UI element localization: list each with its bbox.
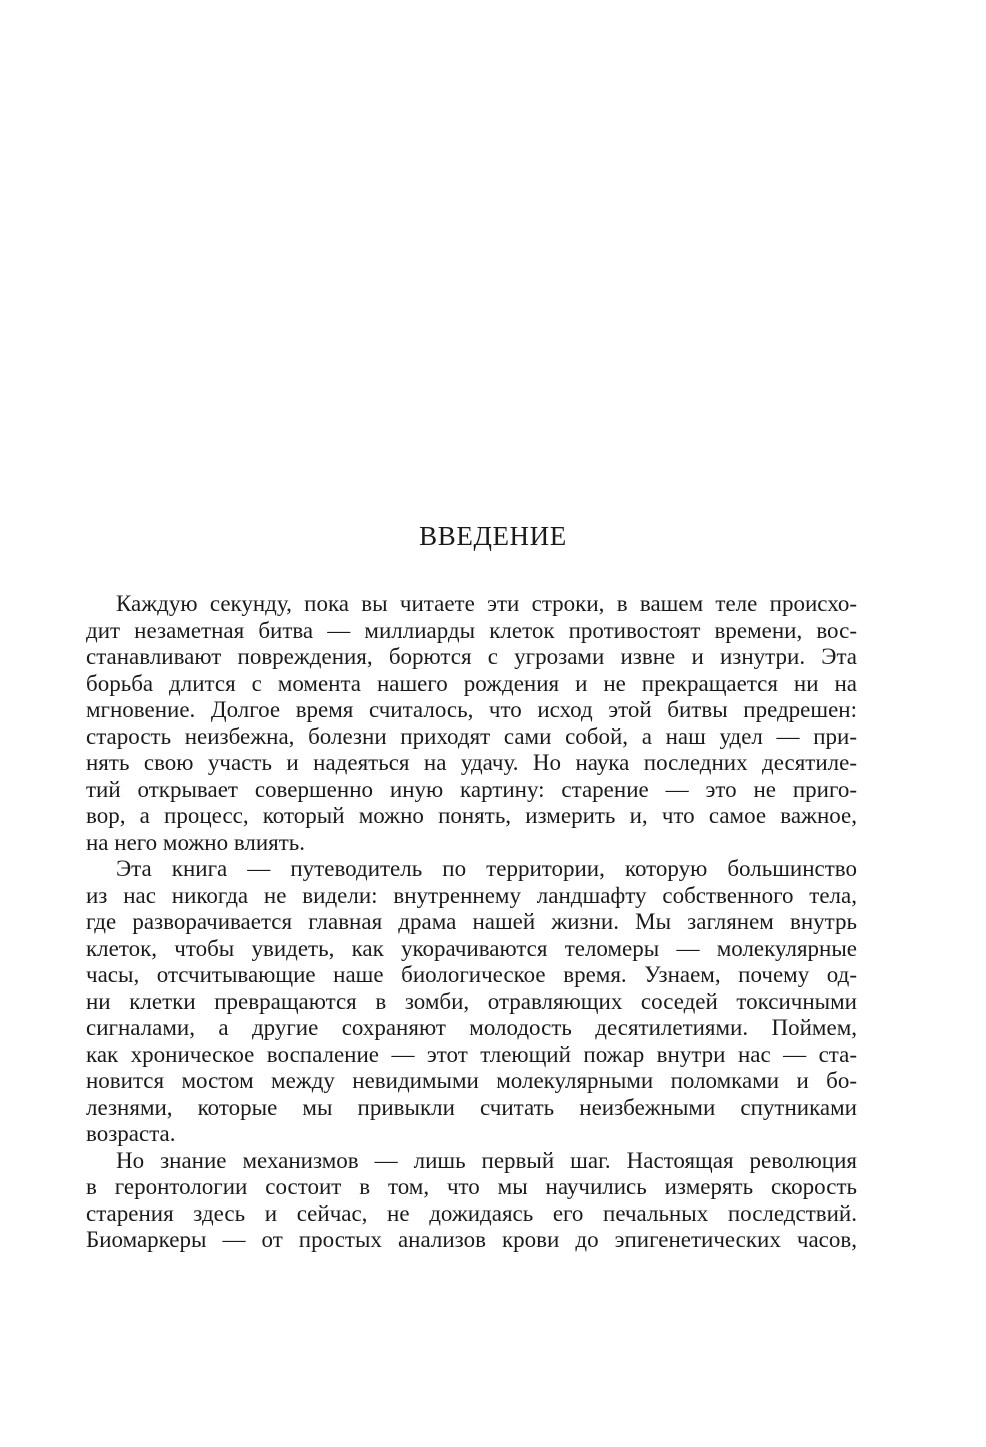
text-line: старения здесь и сейчас, не дожидаясь его печальных последствий. xyxy=(86,1200,857,1226)
text-line: на него можно влиять. xyxy=(86,829,306,855)
body-text xyxy=(86,591,857,1254)
text-line: Но знание механизмов — лишь первый шаг. Настоящая революция xyxy=(116,1147,857,1173)
text-line: сигналами, а другие сохраняют молодость десятилетиями. Поймем, xyxy=(86,1015,857,1040)
text-line: клеток, чтобы увидеть, как укорачиваются теломеры — молекулярные xyxy=(86,935,857,961)
text-line: нять свою участь и надеяться на удачу. Но наука последних десятиле- xyxy=(86,750,857,775)
text-line: возраста. xyxy=(86,1121,176,1146)
text-line: Эта книга — путеводитель по территории, которую большинство xyxy=(116,856,857,881)
paragraph-2 xyxy=(86,856,857,1148)
text-line: старость неизбежна, болезни приходят сами собой, а наш удел — при- xyxy=(86,723,857,749)
text-line: Биомаркеры — от простых анализов крови до эпигенетических часов, xyxy=(86,1227,857,1252)
text-line: в геронтологии состоит в том, что мы научились измерять скорость xyxy=(86,1174,857,1199)
paragraph-3 xyxy=(86,1148,857,1254)
text-line: вор, а процесс, который можно понять, измерить и, что самое важное, xyxy=(86,803,857,828)
text-line: лезнями, которые мы привыкли считать неизбежными спутниками xyxy=(86,1094,857,1120)
text-line: дит незаметная битва — миллиарды клеток противостоят времени, вос- xyxy=(86,617,857,643)
text-line: как хроническое воспаление — этот тлеющий пожар внутри нас — ста- xyxy=(86,1041,857,1067)
text-line: мгновение. Долгое время считалось, что исход этой битвы предрешен: xyxy=(86,697,857,722)
text-line: Каждую секунду, пока вы читаете эти строки, в вашем теле происхо- xyxy=(116,591,857,616)
text-line: тий открывает совершенно иную картину: старение — это не приго- xyxy=(86,776,857,802)
text-line: борьба длится с момента нашего рождения и не прекращается ни на xyxy=(86,670,857,696)
text-line: станавливают повреждения, борются с угрозами извне и изнутри. Эта xyxy=(86,644,857,669)
text-line: ни клетки превращаются в зомби, отравляющих соседей токсичными xyxy=(86,988,857,1014)
text-line: где разворачивается главная драма нашей жизни. Мы заглянем внутрь xyxy=(86,909,857,934)
text-line: из нас никогда не видели: внутреннему ландшафту собственного тела, xyxy=(86,882,857,908)
chapter-heading: ВВЕДЕНИЕ xyxy=(419,521,567,551)
paragraph-1 xyxy=(86,591,857,856)
text-line: часы, отсчитывающие наше биологическое время. Узнаем, почему од- xyxy=(86,962,857,987)
text-line: новится мостом между невидимыми молекулярными поломками и бо- xyxy=(86,1068,857,1093)
